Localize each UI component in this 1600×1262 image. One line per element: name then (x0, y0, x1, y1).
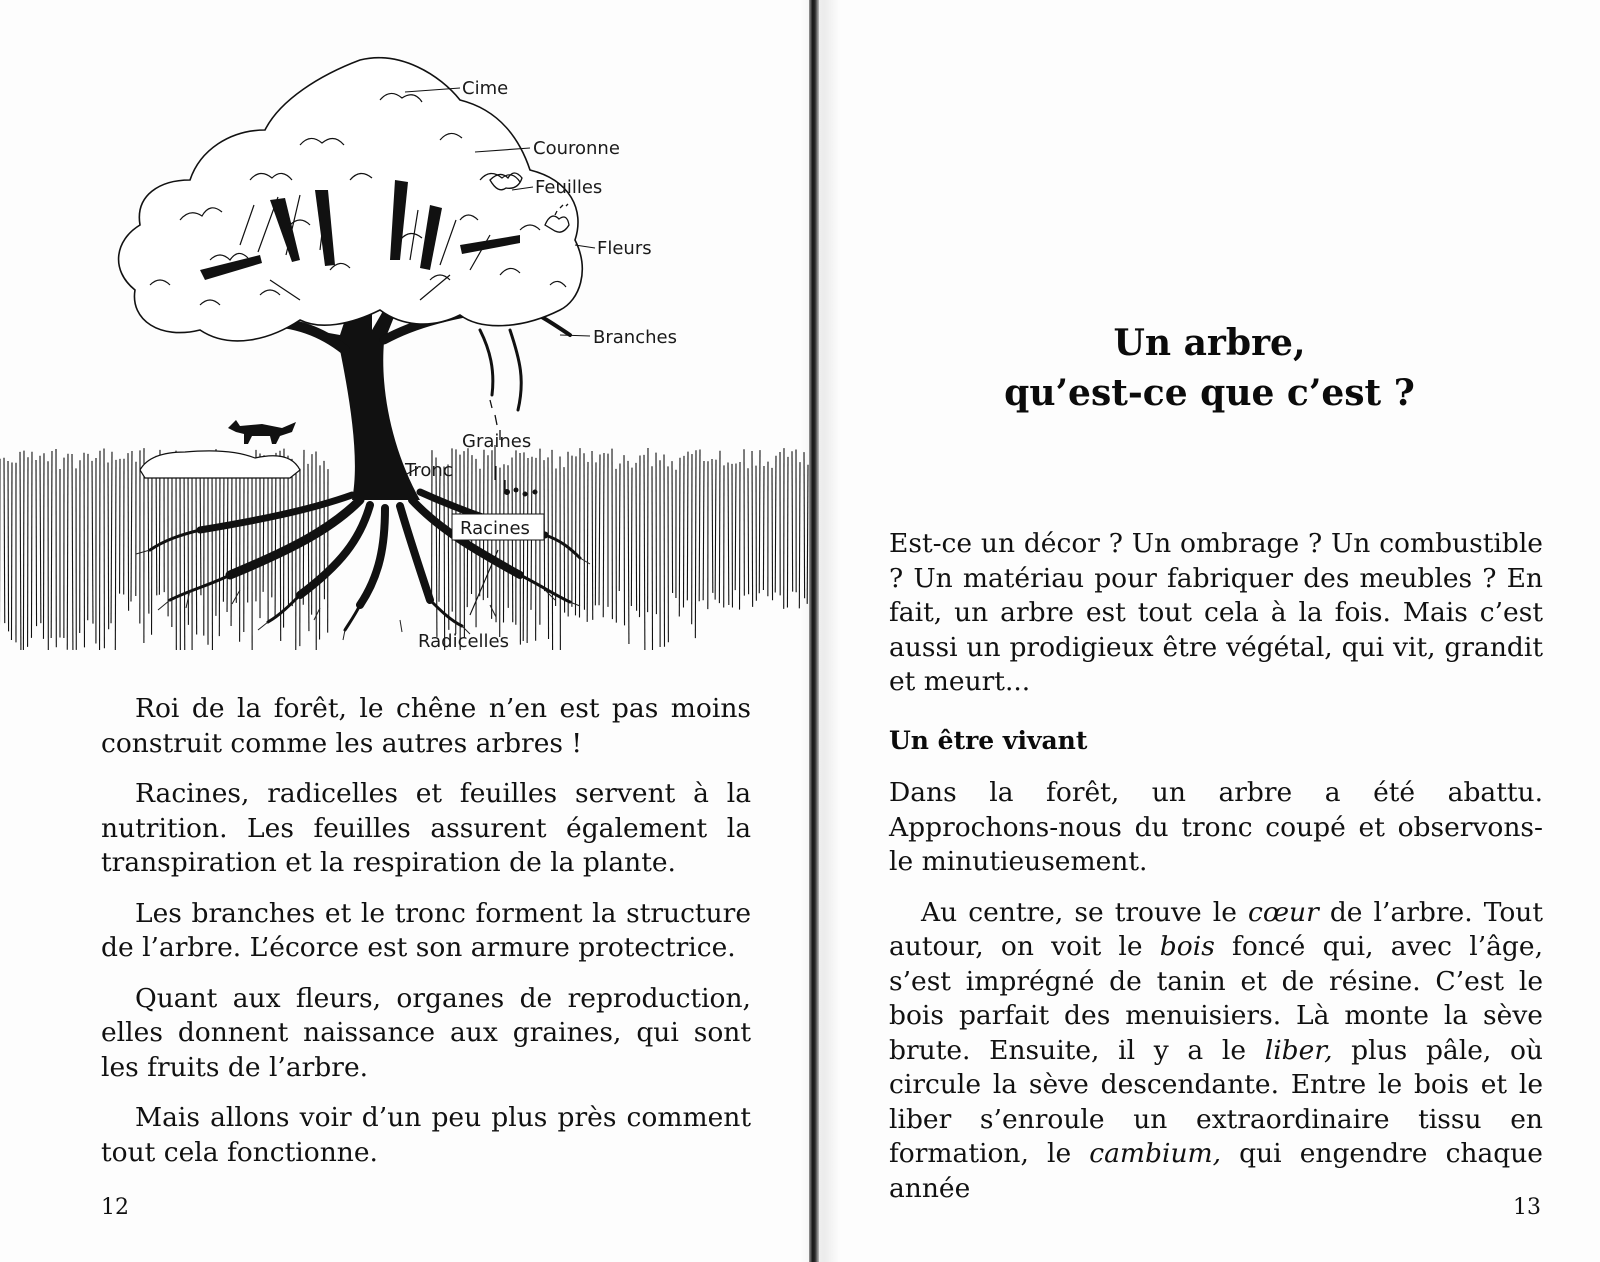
grass-stroke (763, 466, 764, 590)
label-couronne: Couronne (533, 138, 620, 159)
label-branches: Branches (593, 327, 677, 348)
grass-stroke (196, 470, 197, 635)
grass-stroke (308, 464, 309, 631)
grass-stroke (787, 457, 788, 608)
right-body-text (889, 527, 1543, 1222)
grass-stroke (219, 470, 220, 636)
grass-stroke (11, 462, 12, 639)
seeds (504, 488, 538, 497)
paragraph: Les branches et le tronc forment la structure de l’arbre. L’écorce est son armure protectrice. (101, 897, 751, 963)
grass-stroke (448, 465, 449, 630)
chapter-title-line2: qu’est-ce que c’est ? (1004, 372, 1415, 414)
text-run: qui engendre chaque année (889, 1138, 1543, 1204)
text-run: de l’arbre. Tout autour, on voit le (889, 896, 1543, 962)
grass-stroke (636, 463, 637, 611)
grass-stroke (436, 458, 437, 637)
grass-stroke (619, 463, 620, 591)
grass-stroke (148, 464, 149, 613)
text-run: plus pâle, où circule la sève descendante. Entre le bois et le liber s’enroule un extraordinaire tissu en formation, le (889, 1034, 1544, 1169)
tree-illustration (0, 30, 809, 650)
label-tronc: Tronc (405, 460, 453, 481)
grass-stroke (43, 453, 44, 639)
grass-stroke (679, 458, 680, 617)
grass-stroke (624, 455, 625, 625)
grass-stroke (592, 451, 593, 620)
grass-stroke (36, 460, 37, 626)
grass-stroke (599, 454, 600, 605)
grass-stroke (23, 451, 24, 650)
grass-stroke (644, 455, 645, 650)
grass-stroke (652, 466, 653, 650)
intro-paragraph: Est-ce un décor ? Un ombrage ? Un combustible ? Un matériau pour fabriquer des meubles ? En fait, un arbre est tout cela à la fois. Mais c’est aussi un prodigieux être végétal, qui vit, grandit et meurt... (889, 528, 1543, 697)
paragraph: Roi de la forêt, le chêne n’en est pas moins construit comme les autres arbres ! (101, 693, 751, 759)
paragraph: Racines, radicelles et feuilles servent à la nutrition. Les feuilles assurent également la transpiration et la respiration de la plante. (101, 778, 751, 878)
grass-stroke (552, 450, 553, 650)
grass-stroke (687, 452, 688, 601)
text-run: foncé qui, avec l’âge, s’est imprégné de tanin et de résine. C’est le bois parfait des menuisiers. Là monte la sève brute. Ensuite, il y a le (889, 931, 1543, 1066)
page-number-right: 13 (1513, 1195, 1541, 1220)
label-cime: Cime (462, 78, 509, 99)
grass-stroke (664, 454, 665, 646)
label-racines: Racines (460, 518, 530, 539)
grass-stroke (715, 460, 716, 600)
grass-stroke (639, 456, 640, 618)
paragraph (889, 896, 1543, 1207)
grass-stroke (699, 450, 700, 602)
left-body-text (101, 692, 751, 1186)
grass-stroke (108, 463, 109, 630)
grass-stroke (719, 451, 720, 603)
grass-stroke (527, 458, 528, 643)
grass-stroke (772, 468, 773, 600)
right-page (819, 0, 1600, 1262)
fox-figure (228, 420, 296, 444)
paragraph: Dans la forêt, un arbre a été abattu. Approchons-nous du tronc coupé et observons-le minutieusement. (889, 777, 1543, 877)
grass-stroke (40, 456, 41, 623)
grass-stroke (735, 464, 736, 591)
grass-stroke (631, 468, 632, 606)
grass-stroke (752, 451, 753, 607)
grass-stroke (231, 469, 232, 626)
emphasis-cambium: cambium, (1089, 1138, 1222, 1169)
grass-stroke (703, 461, 704, 600)
grass-stroke (748, 468, 749, 594)
grass-stroke (51, 451, 52, 638)
grass-stroke (72, 454, 73, 650)
text-run: Au centre, se trouve le (921, 896, 1248, 928)
grass-stroke (759, 450, 760, 593)
grass-stroke (575, 456, 576, 615)
grass-stroke (131, 451, 132, 602)
emphasis-liber: liber, (1264, 1034, 1333, 1066)
grass-stroke (595, 462, 596, 605)
grass-stroke (92, 461, 93, 624)
grass-stroke (695, 450, 696, 638)
grass-stroke (115, 460, 116, 650)
grass-stroke (4, 458, 5, 623)
grass-stroke (223, 463, 224, 602)
grass-stroke (31, 452, 32, 638)
grass-stroke (303, 450, 304, 605)
label-graines: Graines (462, 431, 532, 452)
grass-stroke (712, 459, 713, 593)
grass-stroke (20, 452, 21, 650)
grass-stroke (775, 456, 776, 593)
grass-stroke (548, 457, 549, 639)
book-gutter (809, 0, 819, 1262)
grass-stroke (439, 467, 440, 601)
grass-stroke (683, 456, 684, 608)
grass-stroke (792, 451, 793, 591)
label-radicelles: Radicelles (418, 631, 509, 650)
chapter-title-line1: Un arbre, (1113, 322, 1306, 364)
crown-foliage (119, 58, 583, 341)
grass-stroke (227, 460, 228, 612)
grass-stroke (728, 462, 729, 605)
grass-stroke (444, 467, 445, 650)
grass-stroke (672, 461, 673, 593)
grass-stroke (111, 452, 112, 624)
grass-stroke (628, 461, 629, 644)
emphasis-bois: bois (1159, 931, 1215, 962)
grass-stroke (579, 448, 580, 617)
emphasis-coeur: cœur (1247, 896, 1319, 928)
section-heading: Un être vivant (889, 725, 1088, 755)
grass-stroke (603, 453, 604, 617)
paragraph: Quant aux fleurs, organes de reproduction, elles donnent naissance aux graines, qui sont les fruits de l’arbre. (101, 982, 751, 1083)
grass-stroke (523, 452, 524, 641)
grass-stroke (564, 467, 565, 613)
label-fleurs: Fleurs (597, 238, 652, 259)
grass-stroke (184, 458, 185, 650)
grass-stroke (67, 454, 68, 650)
page-number-left: 12 (101, 1195, 129, 1220)
grass-stroke (128, 453, 129, 611)
paragraph: Mais allons voir d’un peu plus près comment tout cela fonctionne. (101, 1102, 751, 1168)
label-feuilles: Feuilles (535, 177, 603, 198)
tree-diagram (0, 30, 809, 650)
grass-stroke (8, 461, 9, 631)
grass-stroke (587, 462, 588, 622)
chapter-title (819, 318, 1600, 418)
